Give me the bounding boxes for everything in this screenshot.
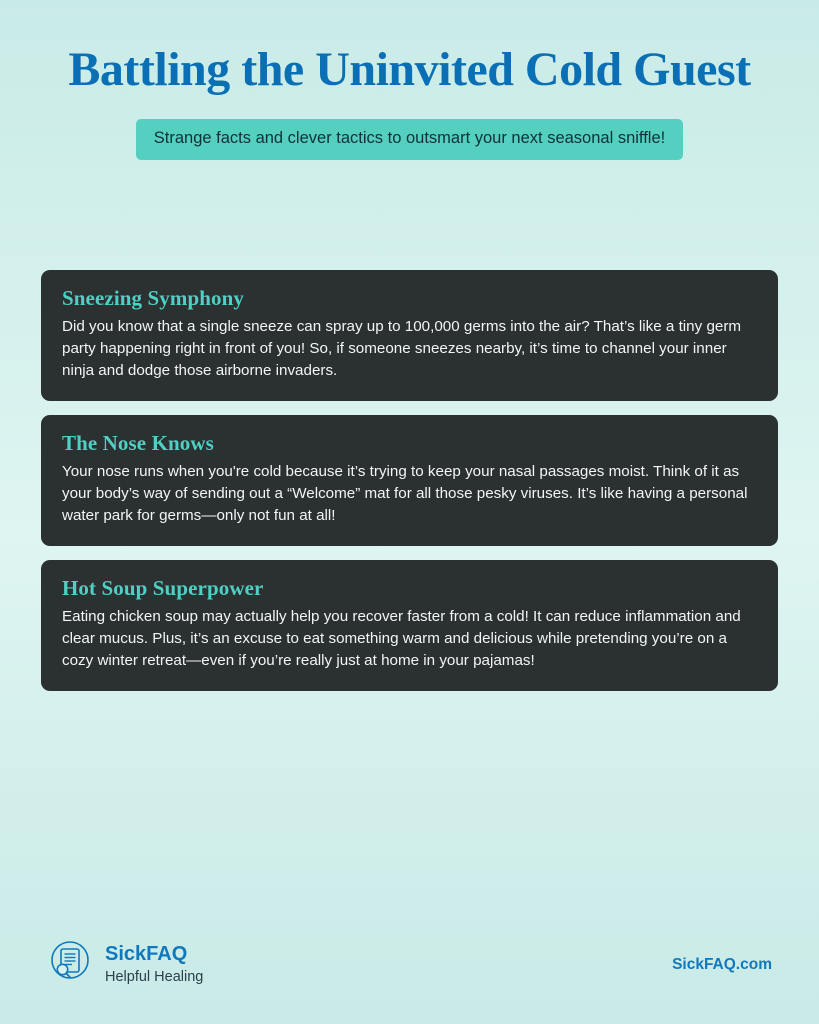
document-magnifier-icon	[47, 939, 93, 990]
subtitle-container	[0, 119, 819, 160]
fact-card-heading: The Nose Knows	[62, 430, 214, 455]
fact-card-heading: Hot Soup Superpower	[62, 575, 264, 600]
brand-name: SickFAQ	[105, 943, 188, 966]
brand-tagline: Helpful Healing	[105, 969, 204, 986]
subtitle-banner: Strange facts and clever tactics to outsmart your next seasonal sniffle!	[136, 119, 683, 160]
fact-card-body: Your nose runs when you're cold because it’s trying to keep your nasal passages moist. Think of it as your body’s way of sending out a “Welcome” mat for all those pesky viruses. It’s like having a personal water park for germs—only not fun at all!	[62, 462, 748, 524]
fact-card-list	[0, 270, 819, 691]
website-link[interactable]: SickFAQ.com	[672, 955, 772, 973]
fact-card	[41, 270, 778, 401]
fact-card-heading: Sneezing Symphony	[62, 285, 244, 310]
footer	[0, 939, 819, 990]
fact-card-body: Eating chicken soup may actually help you recover faster from a cold! It can reduce inflammation and clear mucus. Plus, it’s an excuse to eat something warm and delicious while pretending you’re on a cozy winter retreat—even if you’re really just at home in your pajamas!	[62, 607, 741, 669]
fact-card	[41, 415, 778, 546]
fact-card	[41, 560, 778, 691]
brand-block	[47, 939, 203, 990]
brand-text	[105, 943, 203, 986]
fact-card-body: Did you know that a single sneeze can spray up to 100,000 germs into the air? That’s like a tiny germ party happening right in front of you! So, if someone sneezes nearby, it’s time to channel your inner ninja and dodge those airborne invaders.	[62, 317, 742, 379]
page-title: Battling the Uninvited Cold Guest	[68, 43, 751, 96]
